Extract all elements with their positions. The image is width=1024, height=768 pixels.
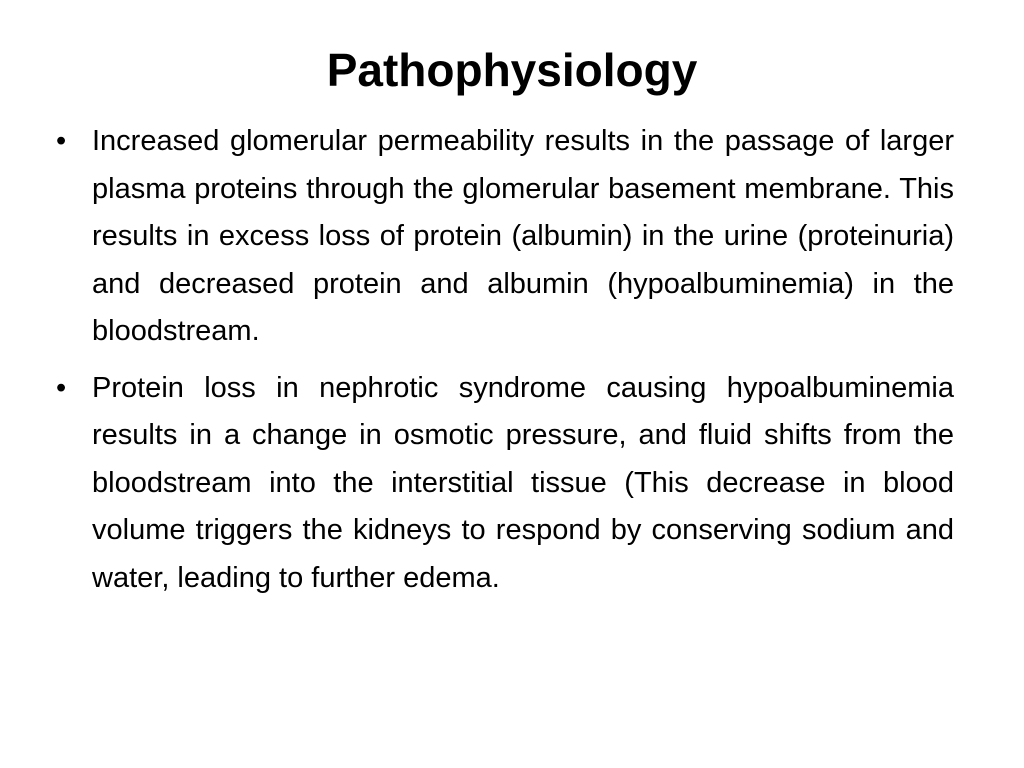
bullet-marker: • — [56, 125, 67, 157]
slide-title: Pathophysiology — [326, 44, 698, 96]
bullet-item — [52, 118, 954, 356]
bullet-list — [52, 118, 954, 611]
bullet-marker: • — [56, 371, 67, 404]
bullet-item — [52, 365, 954, 603]
bullet-text: Increased glomerular permeability results in the passage of larger plasma proteins through the glomerular basement membrane. This results in excess loss of protein (albumin) in the urine (proteinuria) and decreased protein and albumin (hypoalbuminemia) in the bloodstream. — [92, 125, 954, 347]
bullet-text: Protein loss in nephrotic syndrome causing hypoalbuminemia results in a change in osmotic pressure, and fluid shifts from the bloodstream into the interstitial tissue (This decrease in blood volume triggers the kidneys to respond by conserving sodium and water, leading to further edema. — [92, 371, 954, 594]
